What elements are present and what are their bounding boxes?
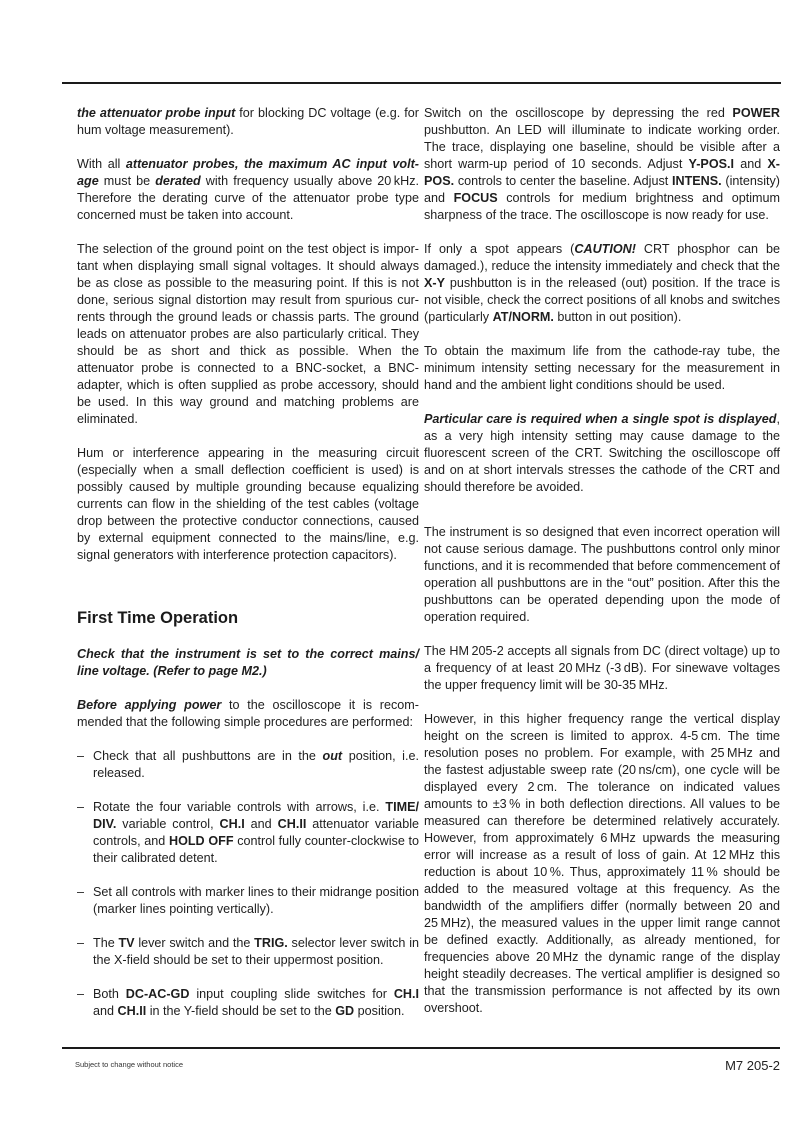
text-run: Check that all pushbuttons are in the: [93, 749, 323, 763]
text-run: to the oscilloscope it is recommended that the following simple procedures are performed:: [77, 698, 419, 729]
paragraph: [424, 241, 780, 326]
text-run: and: [734, 157, 768, 171]
text-run: control fully counter-clockwise to their calibrated detent.: [93, 834, 420, 865]
emphasis-run: CH.II: [117, 1004, 147, 1018]
emphasis-run: CAUTION!: [574, 242, 636, 256]
text-run: The selection of the ground point on the test object is important when displaying small signal voltages. It should always be as close as possible to the measuring point. If this is not done, serious signal distortion may result from spurious currents through the ground leads or chassis parts. The ground leads on attenuator probes are also particularly critical. They should be as short and thick as possible. When the attenuator probe is connected to a BNC-socket, a BNC-adapter, which is often supplied as probe accessory, should be used. In this way ground and matching problems are eliminated.: [77, 242, 419, 426]
right-column: [424, 82, 780, 1017]
emphasis-run: TV: [118, 936, 135, 950]
emphasis-run: TRIG.: [254, 936, 288, 950]
dash-bullet-icon: –: [77, 749, 85, 763]
dash-bullet-icon: –: [77, 800, 85, 814]
text-run: Hum or interference appearing in the measuring circuit (especially when a small deflection coefficient is used) is possibly caused by multiple grounding because equalizing currents can flow in the shielding of the test cables (voltage drop between the protective conductor connections, caused by external equipment connected to the mains/line, e.g. signal generators with interference protection capacitors).: [77, 446, 419, 562]
emphasis-run: Particular care is required when a single spot is displayed: [424, 412, 777, 426]
emphasis-run: CH.II: [277, 817, 307, 831]
emphasis-run: POWER: [732, 106, 780, 120]
emphasis-run: X-POS.: [424, 157, 780, 188]
emphasis-run: X-Y: [424, 276, 445, 290]
paragraph: [424, 411, 780, 496]
text-run: The HM 205-2 accepts all signals from DC (direct voltage) up to a frequency of at least 20 MHz (-3 dB). For sinewave voltages the upper frequency limit will be 30-35 MHz.: [424, 644, 780, 692]
paragraph: [424, 343, 780, 394]
text-run: controls for medium brightness and optimum sharpness of the trace. The oscilloscope is now ready for use.: [424, 191, 780, 222]
emphasis-run: CH.I: [393, 987, 419, 1001]
text-run: attenuator variable controls, and: [93, 817, 419, 848]
emphasis-run: derated: [155, 174, 201, 188]
text-run: button in out position).: [553, 310, 682, 324]
emphasis-run: Before applying power: [77, 698, 222, 712]
text-run: must be: [98, 174, 156, 188]
emphasis-run: INTENS.: [672, 174, 722, 188]
text-run: The instrument is so designed that even incorrect operation will not cause serious damage. The pushbuttons control only minor functions, and it is recommended that before commencement of operation all pushbuttons are in the “out” position. After this the pushbuttons can be operated depending upon the mode of operation required.: [424, 525, 780, 624]
text-run: The: [93, 936, 119, 950]
footer-notice: Subject to change without notice: [75, 1060, 183, 1069]
paragraph: [77, 445, 419, 564]
bottom-rule: [62, 1047, 780, 1049]
procedure-step: [77, 884, 419, 918]
emphasis-run: GD: [335, 1004, 355, 1018]
paragraph: [77, 105, 419, 139]
text-run: If only a spot appears (: [424, 242, 575, 256]
procedure-step: [77, 748, 419, 782]
paragraph: [77, 156, 419, 224]
emphasis-run: DC-AC-GD: [125, 987, 190, 1001]
text-run: Rotate the four variable controls with arrows, i.e.: [93, 800, 386, 814]
paragraph: [424, 711, 780, 1017]
emphasis-run: CH.I: [219, 817, 245, 831]
emphasis-run: Y-POS.I: [688, 157, 735, 171]
dash-bullet-icon: –: [77, 936, 85, 950]
text-run: position, i.e. released.: [93, 749, 419, 780]
section-heading-first-time-operation: First Time Operation: [77, 609, 239, 627]
emphasis-run: HOLD OFF: [168, 834, 234, 848]
paragraph: [77, 646, 419, 680]
text-run: and: [244, 817, 278, 831]
left-column-paragraphs: [77, 105, 419, 564]
text-run: To obtain the maximum life from the cathode-ray tube, the minimum intensity setting necessary for the measurement in hand and the ambient light conditions should be used.: [424, 344, 780, 392]
paragraph: [77, 697, 419, 731]
left-column: [77, 82, 419, 1020]
text-run: for blocking DC voltage (e.g. for hum voltage measurement).: [77, 106, 419, 137]
page-number: M7 205-2: [725, 1058, 780, 1073]
text-run: selector lever switch in the X-field should be set to their uppermost position.: [93, 936, 419, 967]
emphasis-run: Check that the instrument is set to the correct mains/ line voltage. (Refer to page M2.): [77, 647, 419, 678]
emphasis-run: the attenuator probe input: [77, 106, 236, 120]
right-column-paragraphs: [424, 105, 780, 1017]
text-run: position.: [354, 1004, 405, 1018]
text-run: CRT phosphor can be damaged.), reduce the intensity immediately and check that the: [424, 242, 780, 273]
text-run: Switch on the oscilloscope by depressing the red: [424, 106, 733, 120]
text-run: with frequency usually above 20 kHz. Therefore the derating curve of the attenuator probe type concerned must be taken into account.: [77, 174, 419, 222]
paragraph: [77, 241, 419, 428]
text-run: pushbutton. An LED will illuminate to indicate working order. The trace, displaying one baseline, should be visible after a short warm-up period of 10 seconds. Adjust: [424, 123, 780, 171]
paragraph: [424, 105, 780, 224]
emphasis-run: TIME/ DIV.: [93, 800, 419, 831]
text-run: and: [93, 1004, 118, 1018]
dash-bullet-icon: –: [77, 987, 85, 1001]
procedure-step: [77, 799, 419, 867]
paragraph: [424, 643, 780, 694]
text-run: , as a very high intensity setting may cause damage to the fluorescent screen of the CRT. Switching the oscilloscope off and on at short intervals stresses the cathode of the CRT and should therefore be avoided.: [424, 412, 780, 494]
procedure-steps-list: [77, 748, 419, 1020]
text-run: pushbutton is in the released (out) position. If the trace is not visible, check the correct positions of all knobs and switches (particularly: [424, 276, 780, 324]
procedure-step: [77, 986, 419, 1020]
dash-bullet-icon: –: [77, 885, 85, 899]
text-run: However, in this higher frequency range the vertical display height on the screen is limited to approx. 4-5 cm. The time resolution poses no problem. For example, with 25 MHz and the fastest adjustable sweep rate (20 ns/cm), one cycle will be displayed every 2 cm. The tolerance on indicated values amounts to ±3 % in both deflection directions. All values to be measured can therefore be determined relatively accurately. However, from approximately 6 MHz upwards the measuring error will increase as a result of loss of gain. At 12 MHz this reduction is about 10 %. Thus, approximately 11 % should be added to the measured voltage at this frequency. As the bandwidth of the amplifiers differ (normally between 20 and 25 MHz), the measured values in the upper limit range cannot be defined exactly. Additionally, as already mentioned, for frequencies above 20 MHz the dynamic range of the display height steadily decreases. The vertical amplifier is designed so that the transmission performance is not affected by its own overshoot.: [424, 712, 780, 1015]
procedure-step: [77, 935, 419, 969]
text-run: in the Y-field should be set to the: [146, 1004, 336, 1018]
first-time-operation-intro: [77, 646, 419, 731]
text-run: variable control,: [116, 817, 220, 831]
text-run: lever switch and the: [134, 936, 255, 950]
emphasis-run: FOCUS: [453, 191, 498, 205]
text-run: input coupling slide switches for: [189, 987, 394, 1001]
emphasis-run: attenuator probes, the maximum AC input voltage: [77, 157, 419, 188]
text-run: Set all controls with marker lines to their midrange position (marker lines pointing vertically).: [93, 885, 419, 916]
paragraph: [424, 524, 780, 626]
text-run: (intensity) and: [424, 174, 780, 205]
emphasis-run: out: [322, 749, 343, 763]
text-run: Both: [93, 987, 126, 1001]
text-run: controls to center the baseline. Adjust: [454, 174, 672, 188]
emphasis-run: AT/NORM.: [492, 310, 554, 324]
text-run: With all: [77, 157, 126, 171]
